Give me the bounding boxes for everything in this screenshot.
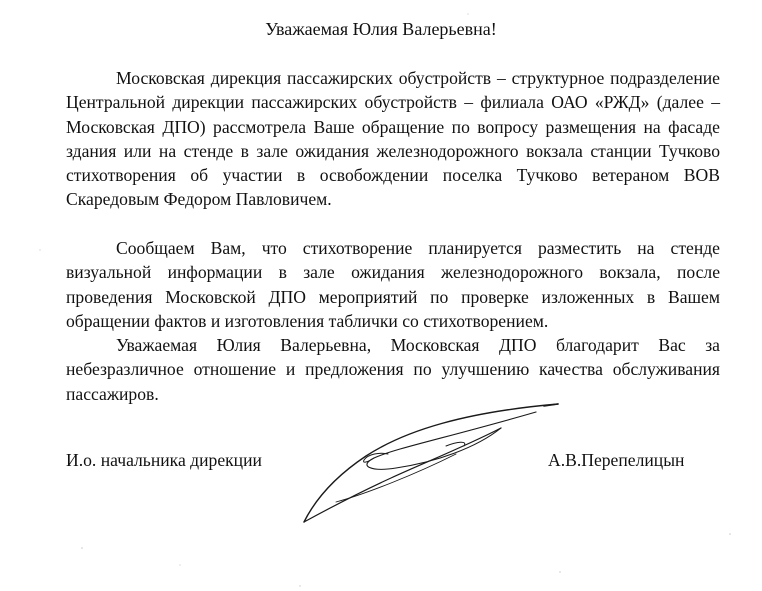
- signatory-title: И.о. начальника дирекции: [66, 450, 262, 470]
- salutation: Уважаемая Юлия Валерьевна!: [265, 19, 497, 39]
- signatory-name: А.В.Перепелицын: [548, 450, 685, 470]
- paragraph-1: Московская дирекция пассажирских обустройств – структурное подразделение Центральной дирекции пассажирских обустройств – филиала ОАО «РЖД» (далее – Московская ДПО) рассмотрела Ваше обращение по вопросу размещения на фасаде здания или на стенде в зале ожидания железнодорожного вокзала станции Тучково стихотворения об участии в освобождении поселка Тучково ветераном ВОВ Скаредовым Федором Павловичем.: [66, 68, 720, 210]
- paragraph-2: Сообщаем Вам, что стихотворение планируется разместить на стенде визуальной информации в зале ожидания железнодорожного вокзала, после проведения Московской ДПО мероприятий по проверке изложенных в Вашем обращении фактов и изготовления таблички со стихотворением.: [66, 238, 720, 331]
- handwritten-signature: [296, 398, 566, 528]
- paragraph-3: Уважаемая Юлия Валерьевна, Московская ДПО благодарит Вас за небезразличное отношение и предложения по улучшению качества обслуживания пассажиров.: [66, 335, 720, 404]
